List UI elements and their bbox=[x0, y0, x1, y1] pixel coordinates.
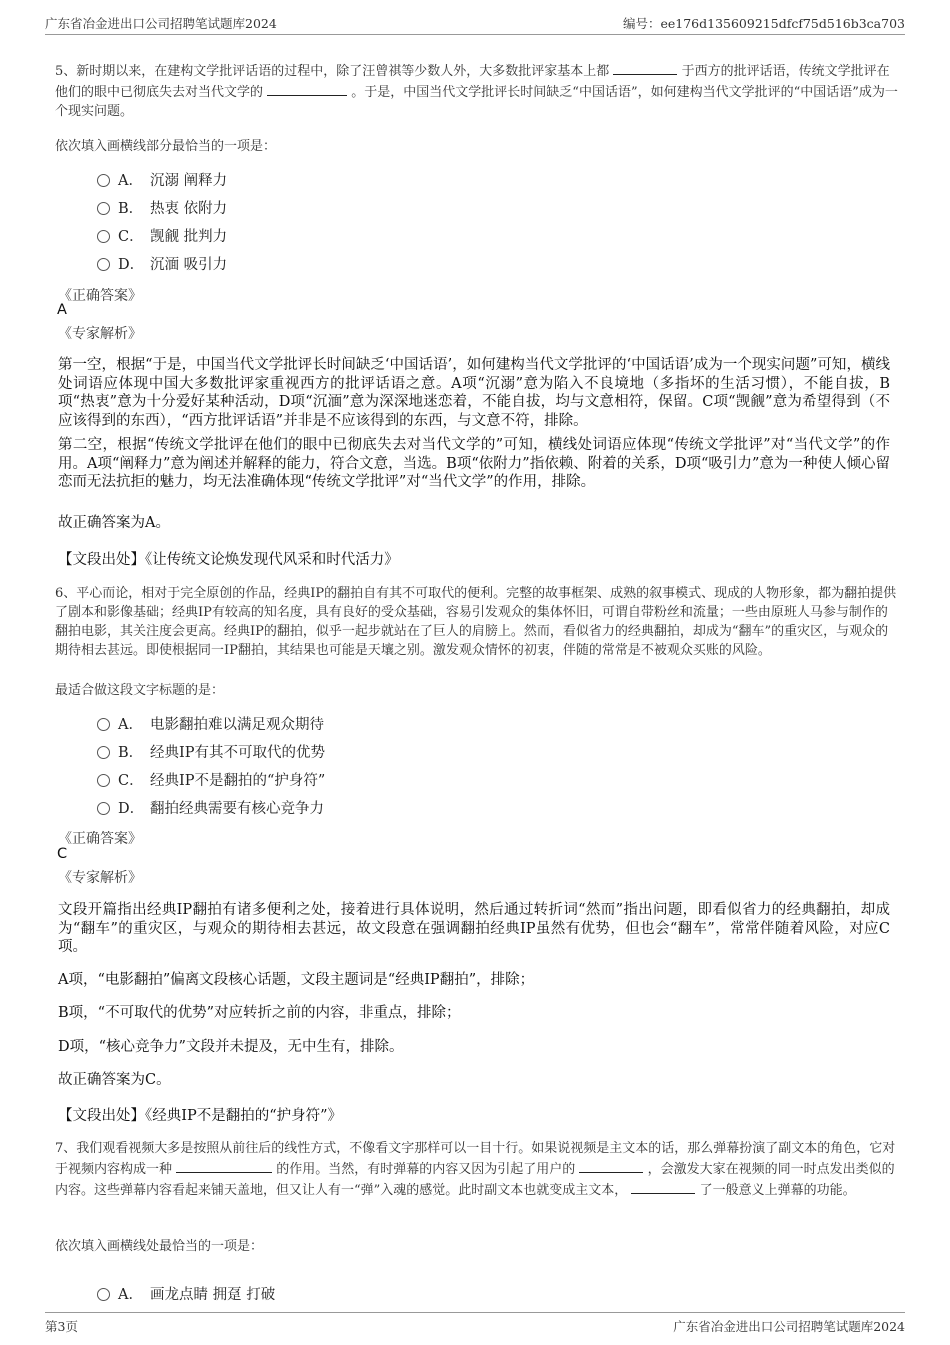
fill-blank bbox=[631, 1179, 695, 1194]
fill-blank bbox=[613, 60, 677, 75]
q5-analysis-paragraph: 第一空，根据“于是，中国当代文学批评长时间缺乏‘中国话语’，如何建构当代文学批评的‘中国话语’成为一个现实问题”可知，横线处词语应体现中国大多数批评家重视西方的批评话语之意。A项“沉溺”意为陷入不良境地（多指坏的生活习惯），不能自拔，B项“热衷”意为十分爱好某种活动，D项“沉湎”意为深深地迷恋着，不能自拔，均与文意相符，保留。C项“觊觎”意为希望得到（不应该得到的东西），“西方批评话语”并非是不应该得到的东西，与文意不符，排除。 bbox=[58, 357, 890, 429]
question-6-text: 6、平心而论，相对于完全原创的作品，经典IP的翻拍自有其不可取代的便利。完整的故事框架、成熟的叙事模式、现成的人物形象，都为翻拍提供了剧本和影像基础；经典IP有较高的知名度，具有良好的受众基础，容易引发观众的集体怀旧，可谓自带粉丝和流量；一些由原班人马参与制作的翻拍电影，其关注度会更高。经典IP的翻拍，似乎一起步就站在了巨人的肩膀上。然而，看似省力的经典翻拍，却成为“翻车”的重灾区，与观众的期待相去甚远。即使根据同一IP翻拍，其结果也可能是天壤之别。激发观众情怀的初衷，伴随的常常是不被观众买账的风险。 bbox=[55, 586, 897, 658]
radio-icon[interactable] bbox=[97, 258, 110, 271]
q6-answer-label: 《正确答案》 bbox=[58, 831, 142, 847]
option-text: 翻拍经典需要有核心竞争力 bbox=[150, 801, 324, 817]
q5-option-b[interactable] bbox=[97, 197, 227, 217]
q7-prompt: 依次填入画横线处最恰当的一项是： bbox=[55, 1239, 264, 1254]
q6-option-c[interactable] bbox=[97, 769, 325, 789]
option-letter: C． bbox=[118, 773, 144, 789]
q7-option-a[interactable] bbox=[97, 1283, 275, 1303]
page-header bbox=[45, 14, 905, 35]
fill-blank bbox=[579, 1158, 643, 1173]
option-letter: A． bbox=[118, 717, 143, 733]
q7-text-part-c: ，会激发大家在视频的同一时点发出类似的内容。这些弹幕内容看起来铺天盖地，但又让人有一“弹”入魂的感觉。此时副文本也就变成主文本， bbox=[55, 1162, 895, 1198]
radio-icon[interactable] bbox=[97, 230, 110, 243]
option-letter: D． bbox=[118, 257, 145, 273]
option-text: 画龙点睛 拥趸 打破 bbox=[150, 1287, 276, 1303]
q5-analysis-paragraph: 第二空，根据“传统文学批评在他们的眼中已彻底失去对当代文学的”可知，横线处词语应体现“传统文学批评”对“当代文学”的作用。A项“阐释力”意为阐述并解释的能力，符合文意，当选。B项“依附力”指依赖、附着的关系，D项“吸引力”意为一种使人倾心留恋而无法抗拒的魅力，均无法准确体现“传统文学批评”对“当代文学”的作用，排除。 bbox=[58, 437, 890, 490]
q6-analysis-paragraph: D项，“核心竞争力”文段并未提及，无中生有，排除。 bbox=[58, 1039, 404, 1055]
q5-option-d[interactable] bbox=[97, 253, 227, 273]
q5-answer-label: 《正确答案》 bbox=[58, 288, 142, 304]
radio-icon[interactable] bbox=[97, 202, 110, 215]
q6-answer: C bbox=[57, 846, 68, 862]
radio-icon[interactable] bbox=[97, 774, 110, 787]
option-text: 电影翻拍难以满足观众期待 bbox=[150, 717, 324, 733]
option-text: 觊觎 批判力 bbox=[150, 229, 228, 245]
radio-icon[interactable] bbox=[97, 802, 110, 815]
q6-source: 【文段出处】《经典IP不是翻拍的“护身符”》 bbox=[58, 1108, 343, 1124]
question-7-text bbox=[55, 1139, 900, 1200]
fill-blank bbox=[267, 81, 347, 96]
q5-analysis-paragraph: 故正确答案为A。 bbox=[58, 515, 170, 531]
option-text: 沉湎 吸引力 bbox=[150, 257, 228, 273]
footer-page-number: 第3页 bbox=[45, 1319, 78, 1334]
q6-option-d[interactable] bbox=[97, 797, 324, 817]
radio-icon[interactable] bbox=[97, 718, 110, 731]
option-text: 沉溺 阐释力 bbox=[150, 173, 228, 189]
option-text: 热衷 依附力 bbox=[150, 201, 228, 217]
q5-text-part-c: 。于是，中国当代文学批评长时间缺乏“中国话语”，如何建构当代文学批评的“中国话语”成为一个现实问题。 bbox=[55, 85, 898, 119]
q7-text-part-d: 了一般意义上弹幕的功能。 bbox=[699, 1183, 856, 1198]
radio-icon[interactable] bbox=[97, 746, 110, 759]
q7-text-part-b: 的作用。当然，有时弹幕的内容又因为引起了用户的 bbox=[276, 1162, 576, 1177]
option-letter: C． bbox=[118, 229, 144, 245]
option-letter: A． bbox=[118, 1287, 143, 1303]
q5-analysis-label: 《专家解析》 bbox=[58, 326, 142, 342]
q5-prompt: 依次填入画横线部分最恰当的一项是： bbox=[55, 139, 277, 154]
radio-icon[interactable] bbox=[97, 174, 110, 187]
q6-option-b[interactable] bbox=[97, 741, 325, 761]
q6-prompt: 最适合做这段文字标题的是： bbox=[55, 683, 225, 698]
radio-icon[interactable] bbox=[97, 1288, 110, 1301]
q5-text-part-a: 5、新时期以来，在建构文学批评话语的过程中，除了汪曾祺等少数人外，大多数批评家基本上都 bbox=[55, 64, 610, 79]
q6-option-a[interactable] bbox=[97, 713, 324, 733]
header-serial: 编号：ee176d135609215dfcf75d516b3ca703 bbox=[622, 16, 905, 31]
q5-answer: A bbox=[57, 302, 67, 318]
q5-option-a[interactable] bbox=[97, 169, 227, 189]
q6-analysis-paragraph: 文段开篇指出经典IP翻拍有诸多便利之处，接着进行具体说明，然后通过转折词“然而”指出问题，即看似省力的经典翻拍，却成为“翻车”的重灾区，与观众的期待相去甚远，故文段意在强调翻拍经典IP虽然有优势，但也会“翻车”，常常伴随着风险，对应C项。 bbox=[58, 902, 890, 955]
q6-analysis-label: 《专家解析》 bbox=[58, 870, 142, 886]
footer-title: 广东省冶金进出口公司招聘笔试题库2024 bbox=[673, 1319, 905, 1334]
q6-analysis-paragraph: B项，“不可取代的优势”对应转折之前的内容，非重点，排除； bbox=[58, 1005, 461, 1021]
header-title: 广东省冶金进出口公司招聘笔试题库2024 bbox=[45, 16, 277, 31]
option-text: 经典IP不是翻拍的“护身符” bbox=[150, 773, 326, 789]
question-5-text bbox=[55, 60, 900, 121]
q7-text-part-a: 7、我们观看视频大多是按照从前往后的线性方式，不像看文字那样可以一目十行。如果说视频是主文本的话，那么弹幕扮演了副文本的角色，它对于视频内容构成一种 bbox=[55, 1141, 896, 1177]
option-letter: A． bbox=[118, 173, 143, 189]
q6-analysis-paragraph: A项，“电影翻拍”偏离文段核心话题，文段主题词是“经典IP翻拍”，排除； bbox=[58, 972, 535, 988]
option-letter: D． bbox=[118, 801, 145, 817]
fill-blank bbox=[176, 1158, 272, 1173]
q6-analysis-paragraph: 故正确答案为C。 bbox=[58, 1072, 171, 1088]
q5-text-part-b: 于西方的批评话语，传统文学批评在他们的眼中已彻底失去对当代文学的 bbox=[55, 64, 890, 100]
q5-option-c[interactable] bbox=[97, 225, 227, 245]
page-footer bbox=[45, 1312, 905, 1335]
option-letter: B． bbox=[118, 745, 144, 761]
q5-source: 【文段出处】《让传统文论焕发现代风采和时代活力》 bbox=[58, 552, 399, 568]
option-letter: B． bbox=[118, 201, 144, 217]
option-text: 经典IP有其不可取代的优势 bbox=[150, 745, 325, 761]
